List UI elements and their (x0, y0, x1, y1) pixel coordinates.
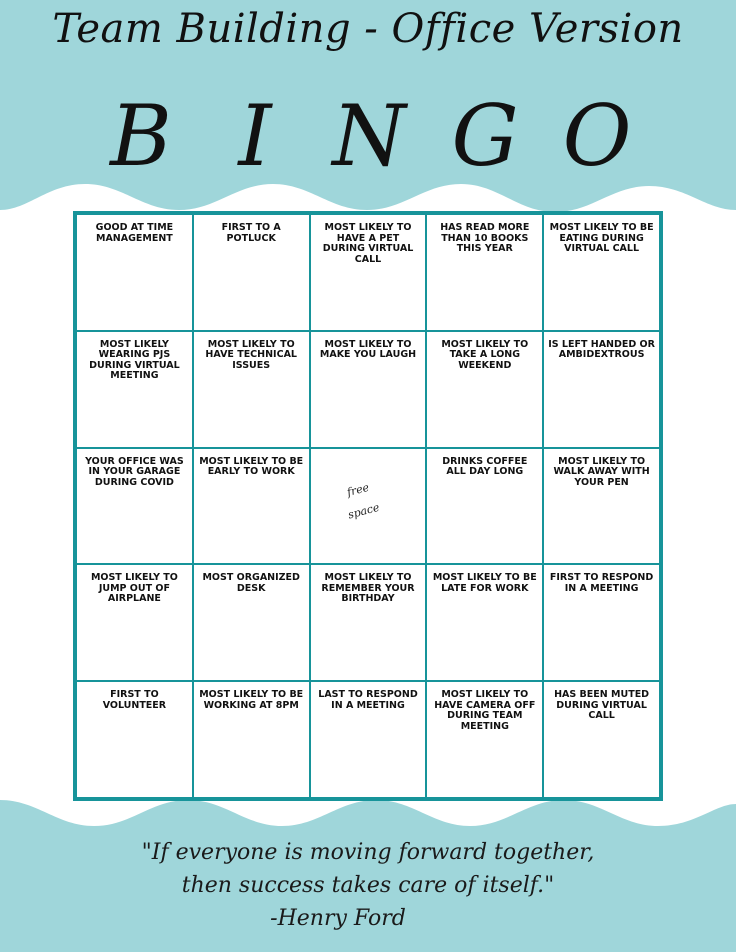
bingo-cell[interactable]: HAS READ MORE THAN 10 BOOKS THIS YEAR (426, 214, 543, 331)
bingo-letter-o: O (562, 87, 632, 185)
bingo-cell[interactable]: MOST LIKELY TO WALK AWAY WITH YOUR PEN (543, 448, 660, 565)
bingo-cell[interactable]: MOST LIKELY TO JUMP OUT OF AIRPLANE (76, 564, 193, 681)
bingo-cell[interactable]: MOST LIKELY TO BE EATING DURING VIRTUAL CALL (543, 214, 660, 331)
bingo-grid (73, 211, 663, 801)
bingo-letter-n: N (332, 87, 406, 185)
bingo-cell[interactable]: MOST LIKELY TO TAKE A LONG WEEKEND (426, 331, 543, 448)
quote-author: -Henry Ford (270, 906, 406, 931)
bingo-cell[interactable]: MOST LIKELY TO HAVE A PET DURING VIRTUAL CALL (310, 214, 427, 331)
bingo-letter-b: B (110, 87, 172, 185)
free-space-cell[interactable] (310, 448, 427, 565)
bingo-cell[interactable]: YOUR OFFICE WAS IN YOUR GARAGE DURING COVID (76, 448, 193, 565)
bingo-cell[interactable]: LAST TO RESPOND IN A MEETING (310, 681, 427, 798)
bingo-cell[interactable]: HAS BEEN MUTED DURING VIRTUAL CALL (543, 681, 660, 798)
bingo-cell[interactable]: MOST LIKELY TO BE EARLY TO WORK (193, 448, 310, 565)
bingo-heading (0, 86, 736, 186)
bingo-letter-i: I (238, 87, 272, 185)
bingo-cell[interactable]: MOST LIKELY TO HAVE TECHNICAL ISSUES (193, 331, 310, 448)
bingo-cell[interactable]: IS LEFT HANDED OR AMBIDEXTROUS (543, 331, 660, 448)
quote-line-1: "If everyone is moving forward together, (141, 840, 595, 865)
bingo-cell[interactable]: MOST LIKELY TO MAKE YOU LAUGH (310, 331, 427, 448)
bingo-letter-g: G (451, 87, 519, 185)
free-space-label: free space (345, 480, 381, 522)
bingo-cell[interactable]: MOST LIKELY TO REMEMBER YOUR BIRTHDAY (310, 564, 427, 681)
bingo-cell[interactable]: MOST LIKELY TO BE LATE FOR WORK (426, 564, 543, 681)
bingo-cell[interactable]: MOST LIKELY TO HAVE CAMERA OFF DURING TEAM MEETING (426, 681, 543, 798)
bingo-cell[interactable]: DRINKS COFFEE ALL DAY LONG (426, 448, 543, 565)
quote-line-2: then success takes care of itself." (181, 873, 555, 898)
bingo-cell[interactable]: FIRST TO A POTLUCK (193, 214, 310, 331)
bingo-cell[interactable]: MOST LIKELY WEARING PJS DURING VIRTUAL MEETING (76, 331, 193, 448)
bingo-cell[interactable]: MOST LIKELY TO BE WORKING AT 8PM (193, 681, 310, 798)
bingo-cell[interactable]: MOST ORGANIZED DESK (193, 564, 310, 681)
bingo-cell[interactable]: FIRST TO RESPOND IN A MEETING (543, 564, 660, 681)
quote (0, 836, 736, 935)
bingo-cell[interactable]: GOOD AT TIME MANAGEMENT (76, 214, 193, 331)
bingo-cell[interactable]: FIRST TO VOLUNTEER (76, 681, 193, 798)
page-title: Team Building - Office Version (52, 6, 684, 52)
